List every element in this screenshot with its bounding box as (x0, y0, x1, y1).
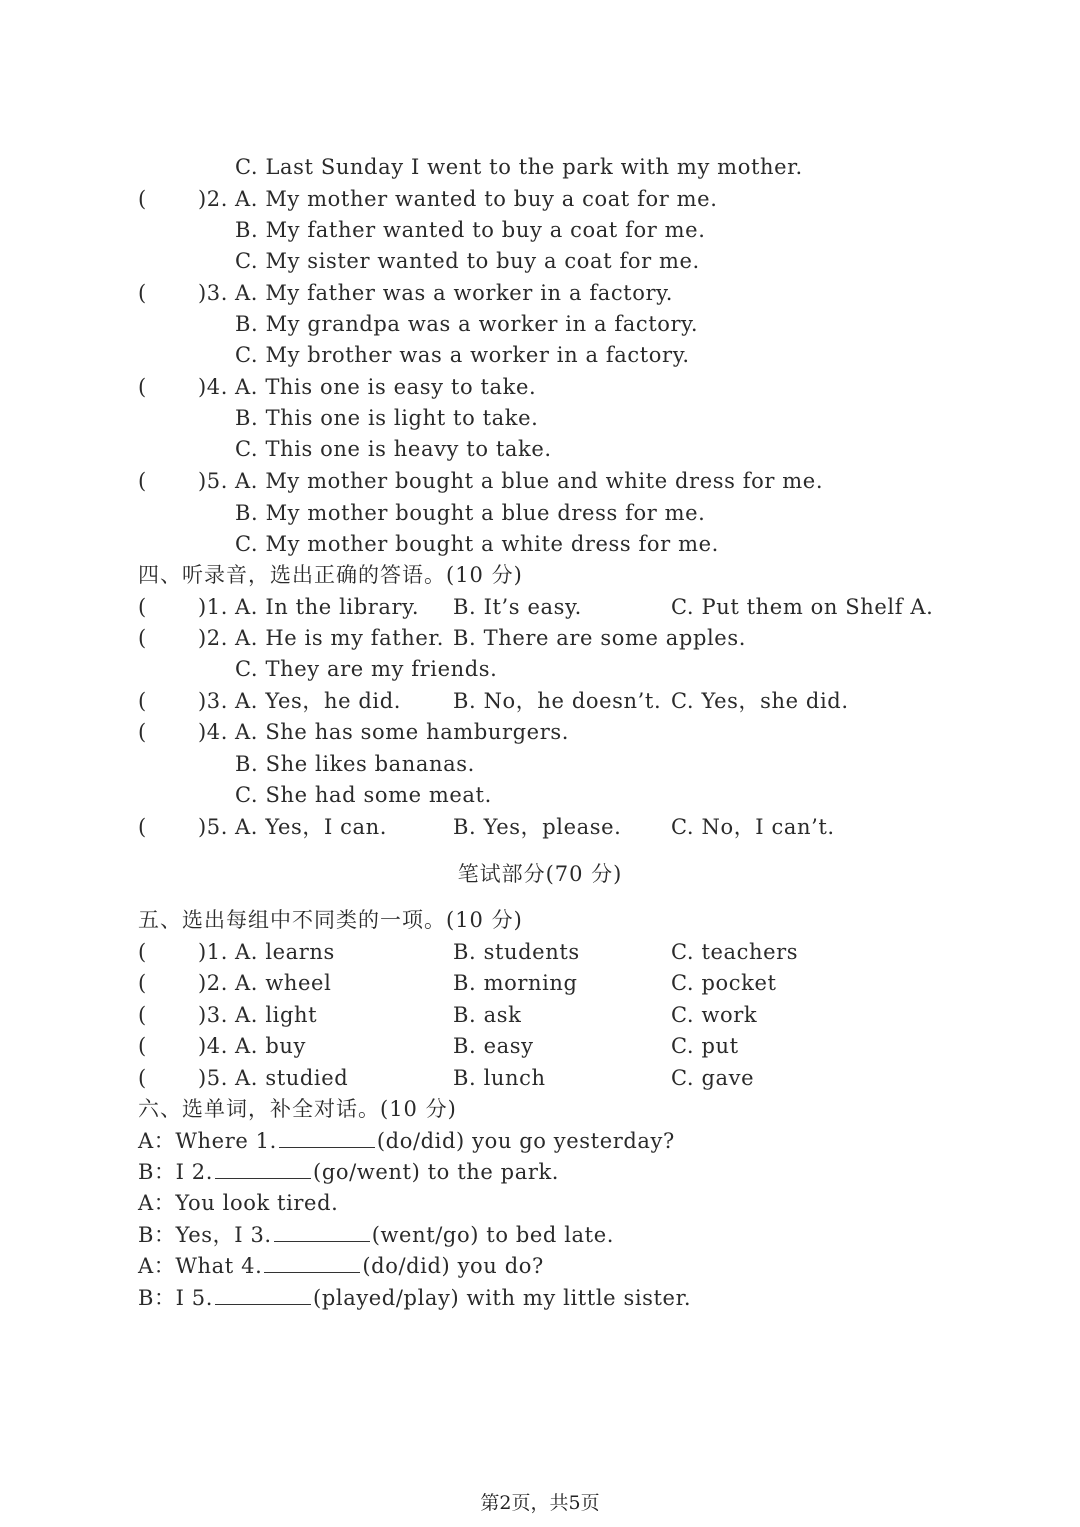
option-text: C. work (671, 1003, 758, 1027)
option-text: A. My mother wanted to buy a coat for me. (235, 187, 718, 211)
written-part-title: 笔试部分(70 分) (457, 862, 623, 886)
section-heading: 五、选出每组中不同类的一项。(10 分) (138, 908, 523, 932)
answer-paren[interactable]: ( (138, 940, 147, 964)
option-text: B. students (453, 940, 580, 964)
option-text: B. My father wanted to buy a coat for me. (235, 218, 706, 242)
dialogue-line (138, 1189, 338, 1217)
question-number: )4. (198, 1034, 229, 1058)
dialogue-suffix: (played/play) with my little sister. (313, 1286, 692, 1310)
answer-blank[interactable] (274, 1221, 370, 1242)
answer-paren[interactable]: ( (138, 375, 147, 399)
option-text: B. Yes，please. (453, 815, 622, 839)
option-text: C. My sister wanted to buy a coat for me. (235, 249, 700, 273)
option-text: B. lunch (453, 1066, 546, 1090)
answer-blank[interactable] (264, 1252, 360, 1273)
dialogue-line (138, 1158, 559, 1186)
option-text: C. No，I can’t. (671, 815, 835, 839)
option-text: C. teachers (671, 940, 799, 964)
dialogue-prefix: B：I 5. (138, 1286, 214, 1310)
answer-paren[interactable]: ( (138, 689, 147, 713)
option-text: B. My mother bought a blue dress for me. (235, 501, 706, 525)
dialogue-suffix: (do/did) you go yesterday? (376, 1129, 675, 1153)
answer-blank[interactable] (215, 1284, 311, 1305)
option-text: A. learns (235, 940, 335, 964)
question-number: )2. (198, 971, 229, 995)
page-footer: 第2页，共5页 (480, 1492, 600, 1514)
answer-paren[interactable]: ( (138, 1003, 147, 1027)
answer-paren[interactable]: ( (138, 281, 147, 305)
answer-paren[interactable]: ( (138, 815, 147, 839)
option-text: A. Yes，he did. (235, 689, 402, 713)
option-text: A. She has some hamburgers. (235, 720, 569, 744)
question-number: )4. (198, 375, 229, 399)
option-text: C. gave (671, 1066, 755, 1090)
answer-paren[interactable]: ( (138, 187, 147, 211)
answer-paren[interactable]: ( (138, 1034, 147, 1058)
question-number: )3. (198, 1003, 229, 1027)
option-text: C. pocket (671, 971, 777, 995)
dialogue-line (138, 1252, 544, 1280)
question-number: )1. (198, 940, 229, 964)
answer-blank[interactable] (279, 1127, 375, 1148)
dialogue-line (138, 1284, 691, 1312)
option-text: A. buy (235, 1034, 306, 1058)
dialogue-line (138, 1127, 675, 1155)
option-text: C. This one is heavy to take. (235, 437, 552, 461)
option-text: A. wheel (235, 971, 332, 995)
option-text: C. put (671, 1034, 739, 1058)
answer-paren[interactable]: ( (138, 469, 147, 493)
option-text: C. My brother was a worker in a factory. (235, 343, 690, 367)
option-text: B. This one is light to take. (235, 406, 539, 430)
question-number: )1. (198, 595, 229, 619)
option-text: B. My grandpa was a worker in a factory. (235, 312, 699, 336)
option-text: A. light (235, 1003, 318, 1027)
option-text: C. Put them on Shelf A. (671, 595, 934, 619)
option-text: A. Yes，I can. (235, 815, 388, 839)
dialogue-suffix: (do/did) you do? (362, 1254, 544, 1278)
question-number: )2. (198, 626, 229, 650)
dialogue-prefix: B：Yes，I 3. (138, 1223, 272, 1247)
answer-paren[interactable]: ( (138, 971, 147, 995)
dialogue-prefix: A：What 4. (138, 1254, 263, 1278)
question-number: )2. (198, 187, 229, 211)
dialogue-suffix: (went/go) to bed late. (371, 1223, 615, 1247)
option-text: C. My mother bought a white dress for me. (235, 532, 719, 556)
option-text: B. She likes bananas. (235, 752, 475, 776)
option-text: C. Yes，she did. (671, 689, 849, 713)
option-text: B. No，he doesn’t. (453, 689, 662, 713)
dialogue-prefix: A：You look tired. (138, 1191, 339, 1215)
section-heading: 六、选单词，补全对话。(10 分) (138, 1097, 457, 1121)
option-text: A. My mother bought a blue and white dress for me. (235, 469, 824, 493)
dialogue-prefix: A：Where 1. (138, 1129, 277, 1153)
option-text: C. Last Sunday I went to the park with my mother. (235, 155, 803, 179)
answer-paren[interactable]: ( (138, 595, 147, 619)
dialogue-line (138, 1221, 614, 1249)
section-heading: 四、听录音，选出正确的答语。(10 分) (138, 563, 523, 587)
dialogue-prefix: B：I 2. (138, 1160, 214, 1184)
option-text: A. My father was a worker in a factory. (235, 281, 674, 305)
question-number: )5. (198, 1066, 229, 1090)
option-text: B. ask (453, 1003, 522, 1027)
option-text: B. easy (453, 1034, 534, 1058)
answer-paren[interactable]: ( (138, 720, 147, 744)
dialogue-suffix: (go/went) to the park. (313, 1160, 560, 1184)
option-text: A. studied (235, 1066, 349, 1090)
option-text: A. He is my father. (235, 626, 445, 650)
question-number: )5. (198, 815, 229, 839)
question-number: )3. (198, 281, 229, 305)
question-number: )3. (198, 689, 229, 713)
option-text: B. There are some apples. (453, 626, 746, 650)
answer-paren[interactable]: ( (138, 626, 147, 650)
answer-paren[interactable]: ( (138, 1066, 147, 1090)
answer-blank[interactable] (215, 1158, 311, 1179)
option-text: C. She had some meat. (235, 783, 492, 807)
option-text: B. morning (453, 971, 578, 995)
question-number: )4. (198, 720, 229, 744)
option-text: A. This one is easy to take. (235, 375, 537, 399)
option-text: A. In the library. (235, 595, 420, 619)
option-text: C. They are my friends. (235, 657, 498, 681)
question-number: )5. (198, 469, 229, 493)
option-text: B. It’s easy. (453, 595, 582, 619)
